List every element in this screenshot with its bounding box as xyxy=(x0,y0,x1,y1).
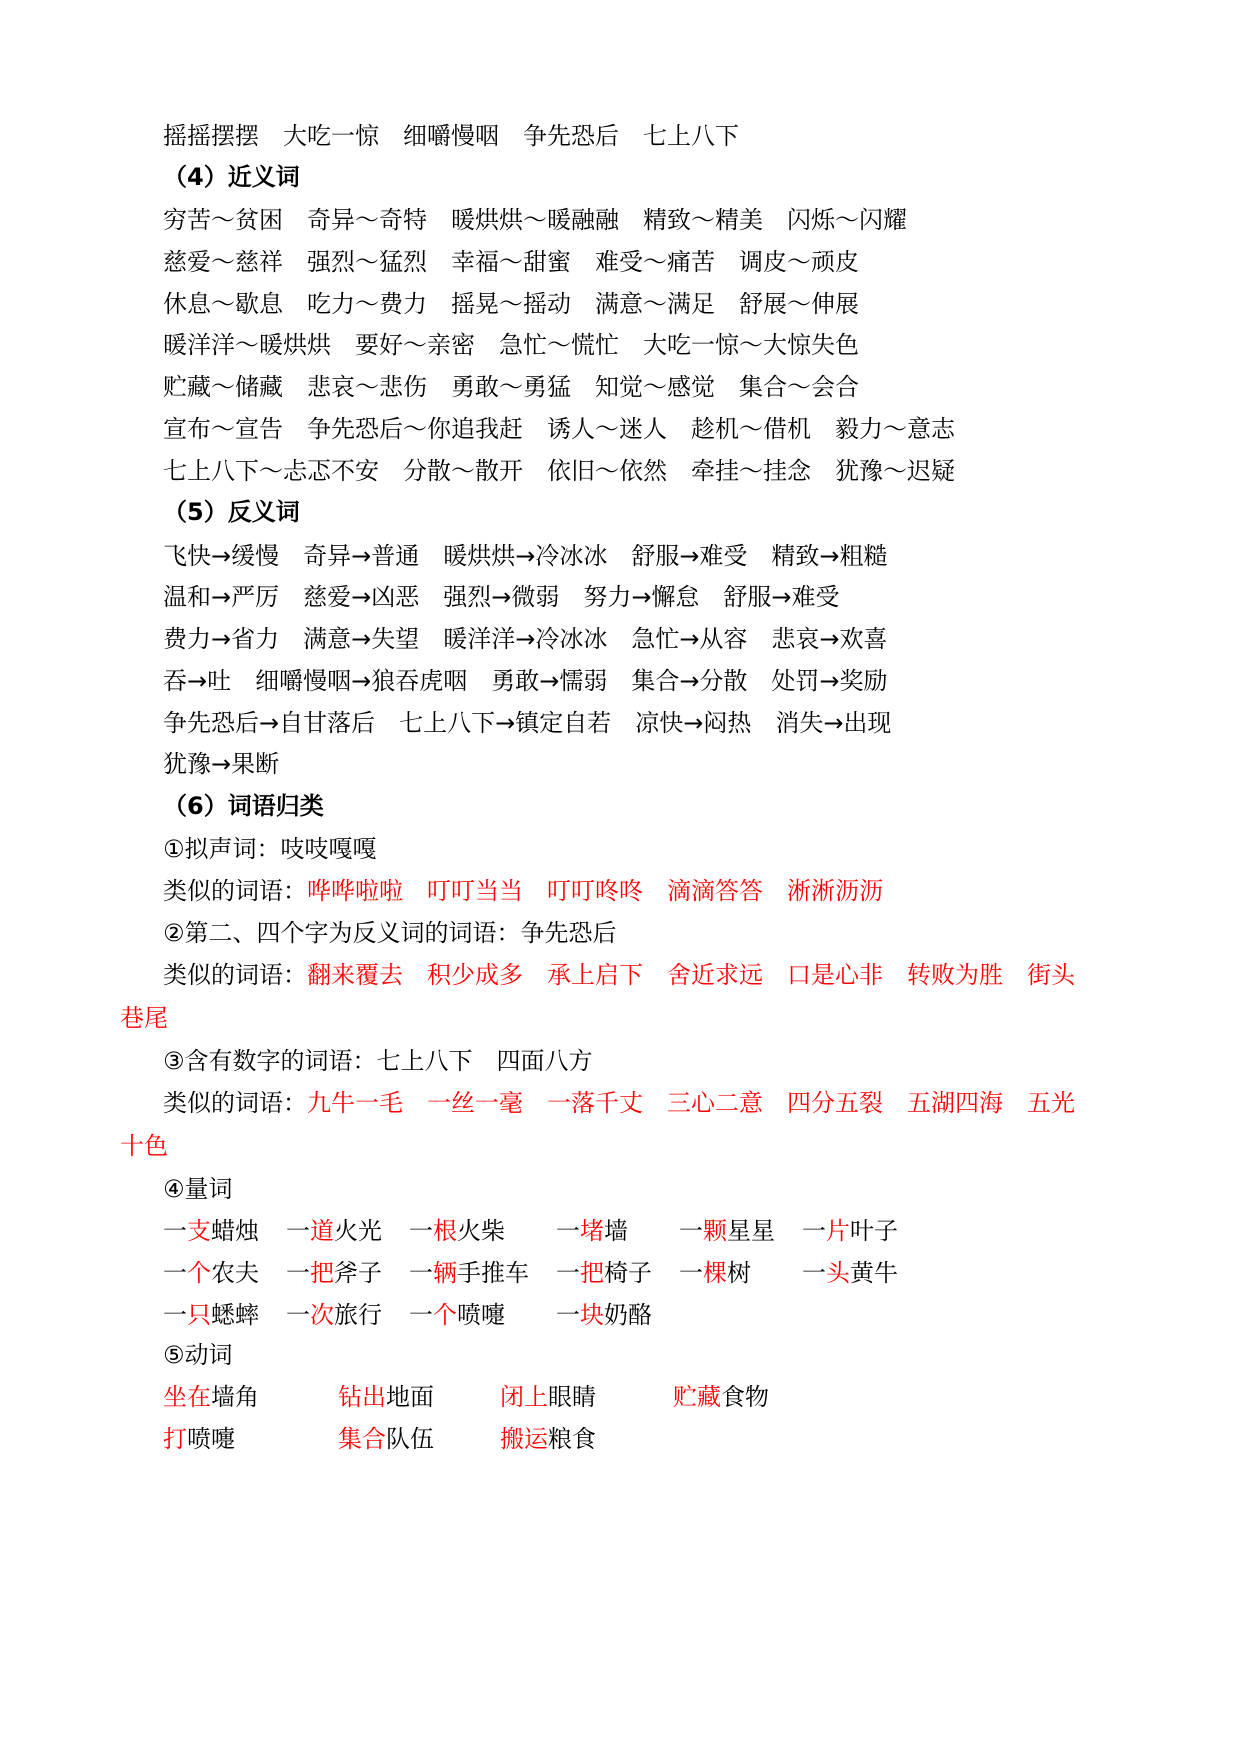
measure-word-phrase xyxy=(286,1216,382,1246)
similar-words-answer: 九牛一毛 一丝一毫 一落千丈 三心二意 四分五裂 五湖四海 五光 xyxy=(307,1089,1075,1117)
measure-word-phrase xyxy=(802,1258,898,1288)
section-heading-antonyms: （5）反义词 xyxy=(163,498,300,526)
word-list-line: 摇摇摆摆 大吃一惊 细嚼慢咽 争先恐后 七上八下 xyxy=(163,122,739,150)
measure-word-phrase xyxy=(163,1258,259,1288)
verb-object: 地面 xyxy=(386,1383,434,1411)
similar-words-answer: 翻来覆去 积少成多 承上启下 舍近求远 口是心非 转败为胜 街头 xyxy=(307,961,1075,989)
measure-word: 头 xyxy=(826,1259,850,1287)
noun: 黄牛 xyxy=(850,1259,898,1287)
numeral: 一 xyxy=(679,1217,703,1245)
measure-word: 棵 xyxy=(703,1259,727,1287)
noun: 椅子 xyxy=(604,1259,652,1287)
antonym-row: 飞快→缓慢 奇异→普通 暖烘烘→冷冰冰 舒服→难受 精致→粗糙 xyxy=(163,542,888,570)
antonym-row: 温和→严厉 慈爱→凶恶 强烈→微弱 努力→懈怠 舒服→难受 xyxy=(163,583,840,611)
noun: 农夫 xyxy=(211,1259,259,1287)
noun: 火光 xyxy=(334,1217,382,1245)
measure-word-phrase xyxy=(409,1300,505,1330)
similar-words-label: 类似的词语： xyxy=(163,877,307,905)
measure-word-phrase xyxy=(802,1216,898,1246)
noun: 蟋蟀 xyxy=(211,1301,259,1329)
measure-word: 颗 xyxy=(703,1217,727,1245)
similar-words-continuation: 巷尾 xyxy=(120,1004,168,1032)
measure-words-label: ④量词 xyxy=(163,1175,233,1203)
measure-word-phrase xyxy=(286,1258,382,1288)
verbs-label: ⑤动词 xyxy=(163,1341,233,1369)
measure-word: 块 xyxy=(580,1301,604,1329)
measure-word-phrase xyxy=(556,1216,628,1246)
similar-words-line xyxy=(163,960,1075,990)
verb-phrase xyxy=(673,1382,769,1412)
verb-phrase xyxy=(500,1424,596,1454)
measure-word: 辆 xyxy=(433,1259,457,1287)
measure-word: 道 xyxy=(310,1217,334,1245)
synonym-row: 宣布～宣告 争先恐后～你追我赶 诱人～迷人 趁机～借机 毅力～意志 xyxy=(163,415,955,443)
verb: 坐在 xyxy=(163,1383,211,1411)
verb-object: 墙角 xyxy=(211,1383,259,1411)
verb-phrase xyxy=(338,1424,434,1454)
measure-word-phrase xyxy=(163,1216,259,1246)
similar-words-line xyxy=(163,876,883,906)
noun: 奶酪 xyxy=(604,1301,652,1329)
numeral: 一 xyxy=(802,1217,826,1245)
similar-words-line xyxy=(163,1088,1075,1118)
verb: 贮藏 xyxy=(673,1383,721,1411)
numeral: 一 xyxy=(409,1217,433,1245)
section-heading-categories: （6）词语归类 xyxy=(163,792,324,820)
measure-word: 个 xyxy=(187,1259,211,1287)
verb-object: 粮食 xyxy=(548,1425,596,1453)
synonym-row: 穷苦～贫困 奇异～奇特 暖烘烘～暖融融 精致～精美 闪烁～闪耀 xyxy=(163,206,907,234)
measure-word: 只 xyxy=(187,1301,211,1329)
numeral: 一 xyxy=(409,1259,433,1287)
measure-word: 根 xyxy=(433,1217,457,1245)
numeral: 一 xyxy=(286,1259,310,1287)
measure-word: 把 xyxy=(310,1259,334,1287)
measure-word-phrase xyxy=(286,1300,382,1330)
number-idiom-label: ③含有数字的词语：七上八下 四面八方 xyxy=(163,1047,593,1075)
verb: 搬运 xyxy=(500,1425,548,1453)
measure-word: 个 xyxy=(433,1301,457,1329)
similar-words-answer: 哗哗啦啦 叮叮当当 叮叮咚咚 滴滴答答 淅淅沥沥 xyxy=(307,877,883,905)
measure-word-phrase xyxy=(556,1300,652,1330)
similar-words-continuation: 十色 xyxy=(120,1132,168,1160)
section-heading-synonyms: （4）近义词 xyxy=(163,163,300,191)
numeral: 一 xyxy=(556,1259,580,1287)
similar-words-label: 类似的词语： xyxy=(163,1089,307,1117)
measure-word: 支 xyxy=(187,1217,211,1245)
onomatopoeia-label: ①拟声词：吱吱嘎嘎 xyxy=(163,835,377,863)
noun: 叶子 xyxy=(850,1217,898,1245)
measure-word-phrase xyxy=(556,1258,652,1288)
antonym-row: 费力→省力 满意→失望 暖洋洋→冷冰冰 急忙→从容 悲哀→欢喜 xyxy=(163,625,888,653)
numeral: 一 xyxy=(556,1301,580,1329)
verb-phrase xyxy=(163,1424,235,1454)
verb: 钻出 xyxy=(338,1383,386,1411)
numeral: 一 xyxy=(163,1301,187,1329)
synonym-row: 暖洋洋～暖烘烘 要好～亲密 急忙～慌忙 大吃一惊～大惊失色 xyxy=(163,331,859,359)
verb-object: 眼睛 xyxy=(548,1383,596,1411)
noun: 蜡烛 xyxy=(211,1217,259,1245)
measure-word: 把 xyxy=(580,1259,604,1287)
noun: 喷嚏 xyxy=(457,1301,505,1329)
noun: 星星 xyxy=(727,1217,775,1245)
verb: 打 xyxy=(163,1425,187,1453)
measure-word: 片 xyxy=(826,1217,850,1245)
noun: 墙 xyxy=(604,1217,628,1245)
numeral: 一 xyxy=(286,1301,310,1329)
verb-phrase xyxy=(500,1382,596,1412)
numeral: 一 xyxy=(556,1217,580,1245)
measure-word: 次 xyxy=(310,1301,334,1329)
antonym-row: 犹豫→果断 xyxy=(163,750,280,778)
verb: 闭上 xyxy=(500,1383,548,1411)
measure-word-phrase xyxy=(679,1258,751,1288)
numeral: 一 xyxy=(409,1301,433,1329)
synonym-row: 休息～歇息 吃力～费力 摇晃～摇动 满意～满足 舒展～伸展 xyxy=(163,290,859,318)
measure-word: 堵 xyxy=(580,1217,604,1245)
numeral: 一 xyxy=(163,1217,187,1245)
measure-word-phrase xyxy=(409,1216,505,1246)
antonym-row: 争先恐后→自甘落后 七上八下→镇定自若 凉快→闷热 消失→出现 xyxy=(163,709,892,737)
numeral: 一 xyxy=(163,1259,187,1287)
measure-word-phrase xyxy=(409,1258,529,1288)
numeral: 一 xyxy=(802,1259,826,1287)
antonym-row: 吞→吐 细嚼慢咽→狼吞虎咽 勇敢→懦弱 集合→分散 处罚→奖励 xyxy=(163,667,888,695)
numeral: 一 xyxy=(679,1259,703,1287)
noun: 斧子 xyxy=(334,1259,382,1287)
verb-object: 食物 xyxy=(721,1383,769,1411)
verb-object: 喷嚏 xyxy=(187,1425,235,1453)
synonym-row: 贮藏～储藏 悲哀～悲伤 勇敢～勇猛 知觉～感觉 集合～会合 xyxy=(163,373,859,401)
synonym-row: 七上八下～忐忑不安 分散～散开 依旧～依然 牵挂～挂念 犹豫～迟疑 xyxy=(163,457,955,485)
similar-words-label: 类似的词语： xyxy=(163,961,307,989)
measure-word-phrase xyxy=(679,1216,775,1246)
verb-phrase xyxy=(338,1382,434,1412)
verb-phrase xyxy=(163,1382,259,1412)
measure-word-phrase xyxy=(163,1300,259,1330)
verb: 集合 xyxy=(338,1425,386,1453)
noun: 手推车 xyxy=(457,1259,529,1287)
verb-object: 队伍 xyxy=(386,1425,434,1453)
noun: 旅行 xyxy=(334,1301,382,1329)
noun: 树 xyxy=(727,1259,751,1287)
noun: 火柴 xyxy=(457,1217,505,1245)
antonym-idiom-label: ②第二、四个字为反义词的词语：争先恐后 xyxy=(163,919,617,947)
synonym-row: 慈爱～慈祥 强烈～猛烈 幸福～甜蜜 难受～痛苦 调皮～顽皮 xyxy=(163,248,859,276)
numeral: 一 xyxy=(286,1217,310,1245)
